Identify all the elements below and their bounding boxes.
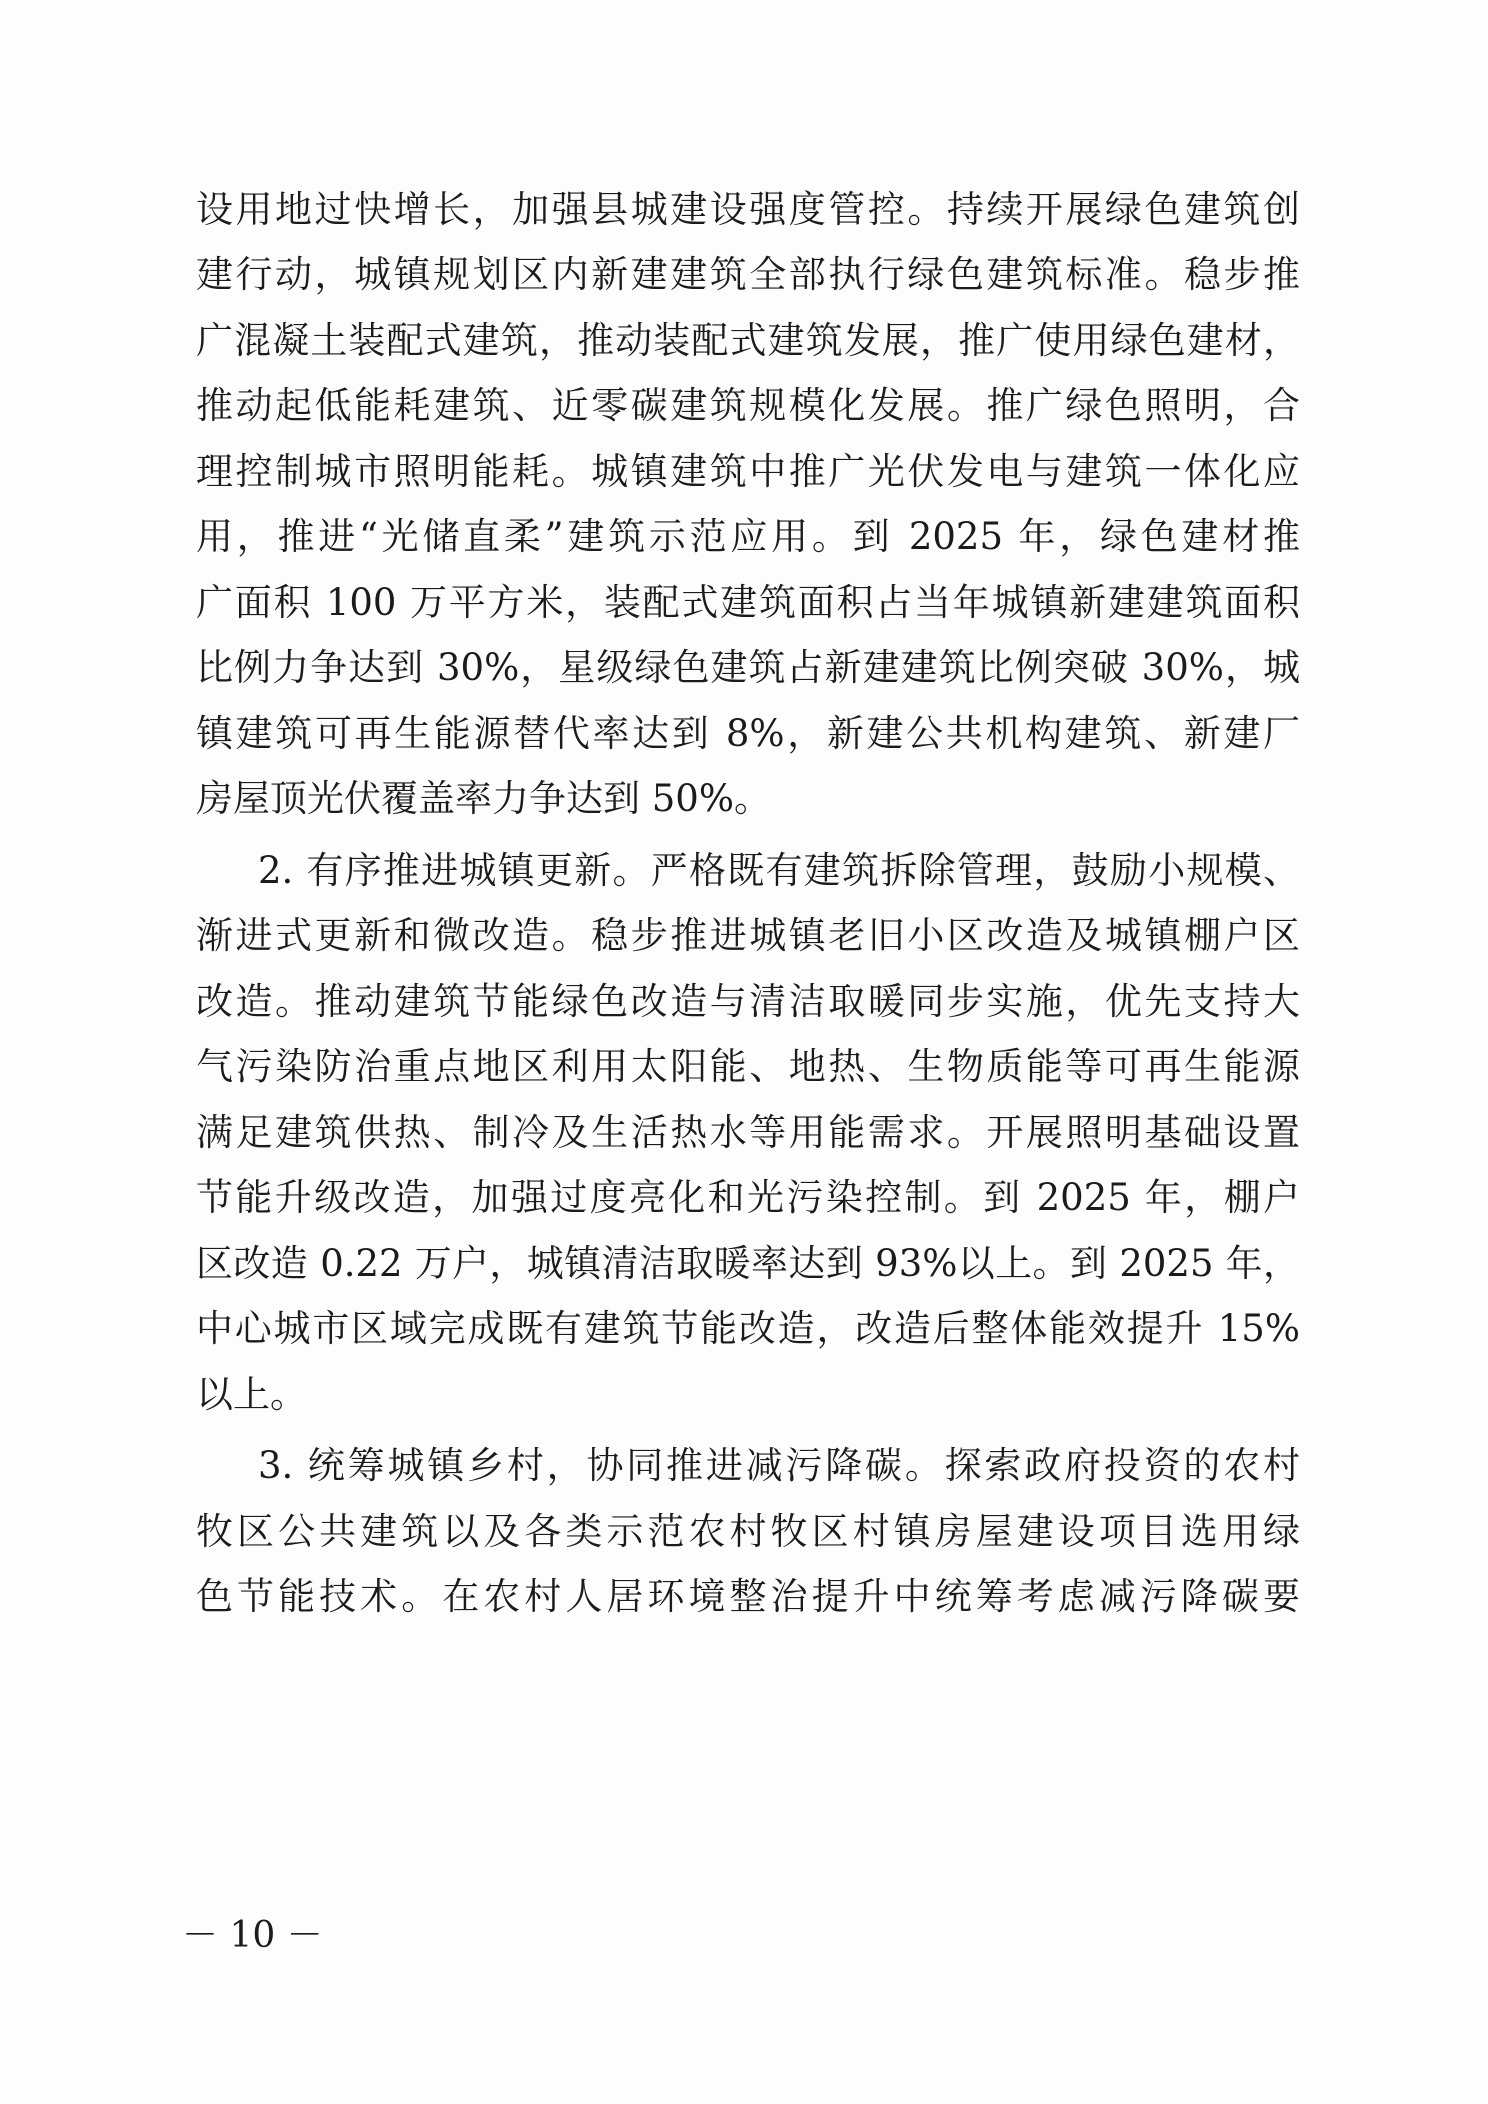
text-line: 区改造 0.22 万户，城镇清洁取暖率达到 93%以上。到 2025 年， bbox=[196, 1242, 1300, 1285]
section-heading-line: 2. 有序推进城镇更新。严格既有建筑拆除管理，鼓励小规模、 bbox=[258, 849, 1300, 892]
text-line: 广混凝土装配式建筑，推动装配式建筑发展，推广使用绿色建材， bbox=[196, 319, 1300, 362]
text-line: 改造。推动建筑节能绿色改造与清洁取暖同步实施，优先支持大 bbox=[196, 980, 1300, 1023]
text-line: 镇建筑可再生能源替代率达到 8%，新建公共机构建筑、新建厂 bbox=[196, 712, 1300, 755]
text-line: 色节能技术。在农村人居环境整治提升中统筹考虑减污降碳要 bbox=[196, 1575, 1300, 1618]
text-line: 节能升级改造，加强过度亮化和光污染控制。到 2025 年，棚户 bbox=[196, 1176, 1300, 1219]
text-line: 气污染防治重点地区利用太阳能、地热、生物质能等可再生能源 bbox=[196, 1045, 1300, 1088]
text-line: 用，推进“光储直柔”建筑示范应用。到 2025 年，绿色建材推 bbox=[196, 515, 1300, 558]
text-line: 以上。 bbox=[196, 1373, 307, 1416]
text-line: 广面积 100 万平方米，装配式建筑面积占当年城镇新建建筑面积 bbox=[196, 581, 1300, 624]
text-line: 理控制城市照明能耗。城镇建筑中推广光伏发电与建筑一体化应 bbox=[196, 450, 1300, 493]
text-line: 设用地过快增长，加强县城建设强度管控。持续开展绿色建筑创 bbox=[196, 188, 1300, 231]
text-line: 比例力争达到 30%，星级绿色建筑占新建建筑比例突破 30%，城 bbox=[196, 646, 1300, 689]
section-heading-line: 3. 统筹城镇乡村，协同推进减污降碳。探索政府投资的农村 bbox=[258, 1444, 1300, 1487]
page-number: － 10 － bbox=[182, 1915, 323, 1956]
text-line: 中心城市区域完成既有建筑节能改造，改造后整体能效提升 15% bbox=[196, 1307, 1300, 1350]
text-line: 推动起低能耗建筑、近零碳建筑规模化发展。推广绿色照明，合 bbox=[196, 384, 1300, 427]
text-line: 渐进式更新和微改造。稳步推进城镇老旧小区改造及城镇棚户区 bbox=[196, 914, 1300, 957]
text-line: 建行动，城镇规划区内新建建筑全部执行绿色建筑标准。稳步推 bbox=[196, 253, 1300, 296]
text-line: 牧区公共建筑以及各类示范农村牧区村镇房屋建设项目选用绿 bbox=[196, 1510, 1300, 1553]
text-line: 房屋顶光伏覆盖率力争达到 50%。 bbox=[196, 777, 771, 820]
text-line: 满足建筑供热、制冷及生活热水等用能需求。开展照明基础设置 bbox=[196, 1111, 1300, 1154]
